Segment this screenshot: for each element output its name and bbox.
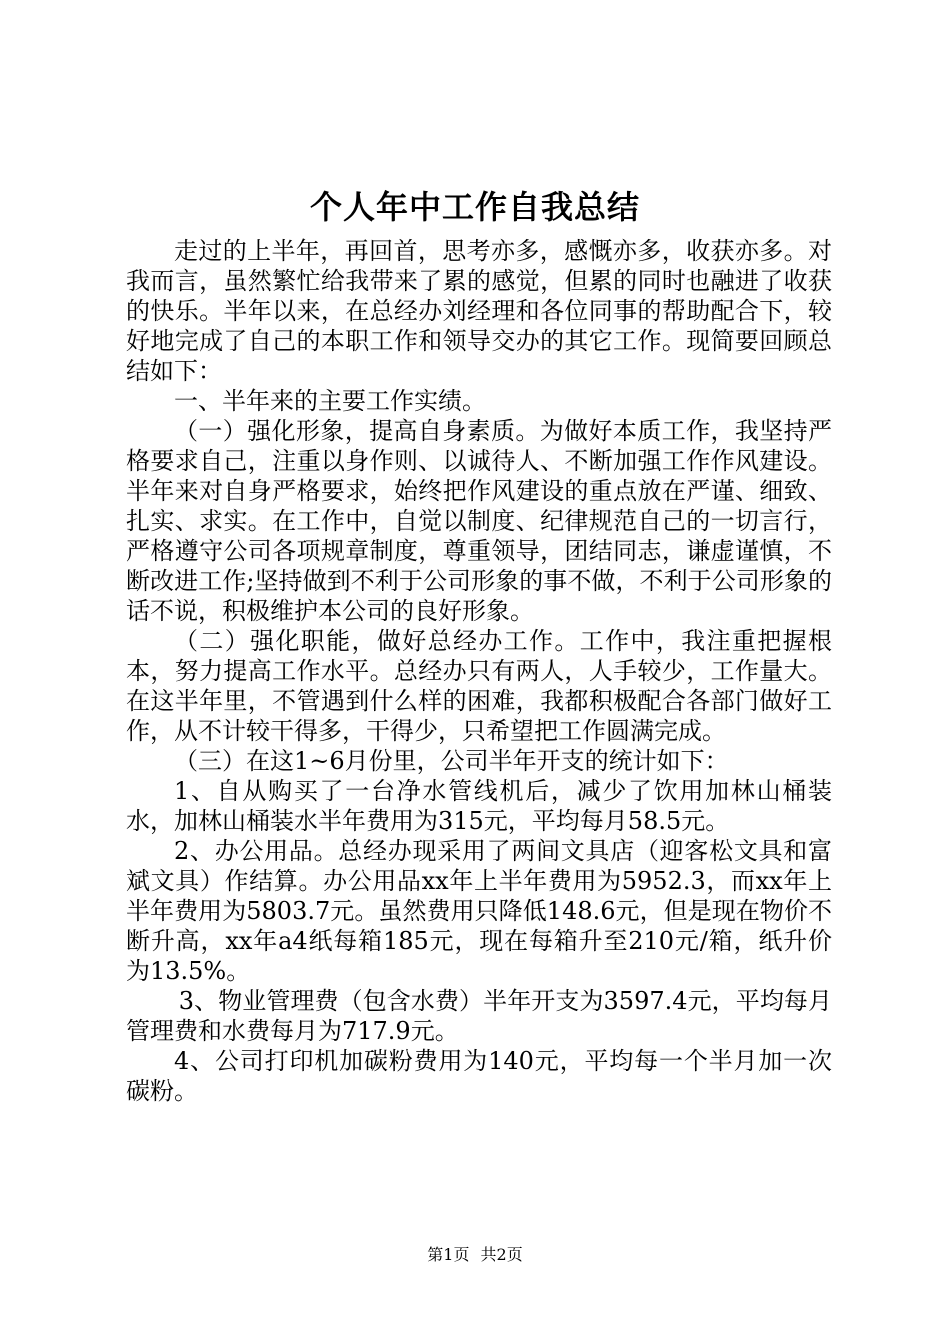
- subsection-paragraph-1: （一）强化形象，提高自身素质。为做好本质工作，我坚持严格要求自己，注重以身作则、以诚待人、不断加强工作作风建设。半年来对自身严格要求，始终把作风建设的重点放在严谨、细致、扎实、求实。在工作中，自觉以制度、纪律规范自己的一切言行，严格遵守公司各项规章制度，尊重领导，团结同志，谦虚谨慎，不断改进工作;坚持做到不利于公司形象的事不做，不利于公司形象的话不说，积极维护本公司的良好形象。: [126, 417, 832, 625]
- intro-paragraph: 走过的上半年，再回首，思考亦多，感慨亦多，收获亦多。对我而言，虽然繁忙给我带来了累的感觉，但累的同时也融进了收获的快乐。半年以来，在总经办刘经理和各位同事的帮助配合下，较好地完成了自己的本职工作和领导交办的其它工作。现简要回顾总结如下：: [126, 237, 832, 385]
- page-footer: [0, 1245, 950, 1265]
- expense-item-4: 4、公司打印机加碳粉费用为140元，平均每一个半月加一次碳粉。: [126, 1047, 832, 1105]
- expense-item-2: 2、办公用品。总经办现采用了两间文具店（迎客松文具和富斌文具）作结算。办公用品xx年上半年费用为5952.3，而xx年上半年费用为5803.7元。虽然费用只降低148.6元，但是现在物价不断升高，xx年a4纸每箱185元，现在每箱升至210元/箱，纸升价为13.5%。: [126, 837, 832, 985]
- document-body: [126, 236, 832, 1106]
- subsection-paragraph-2: （二）强化职能，做好总经办工作。工作中，我注重把握根本，努力提高工作水平。总经办只有两人，人手较少，工作量大。在这半年里，不管遇到什么样的困难，我都积极配合各部门做好工作，从不计较干得多，干得少，只希望把工作圆满完成。: [126, 627, 832, 745]
- subsection-paragraph-3: （三）在这1~6月份里，公司半年开支的统计如下：: [174, 747, 729, 775]
- section-heading: 一、半年来的主要工作实绩。: [174, 387, 486, 415]
- document-title: 个人年中工作自我总结: [309, 188, 640, 226]
- page-number: 第1页: [427, 1245, 470, 1264]
- page-total: 共2页: [480, 1245, 523, 1264]
- expense-item-1: 1、自从购买了一台净水管线机后，减少了饮用加林山桶装水，加林山桶装水半年费用为315元，平均每月58.5元。: [126, 777, 832, 835]
- expense-item-3: 3、物业管理费（包含水费）半年开支为3597.4元，平均每月管理费和水费每月为717.9元。: [126, 987, 832, 1045]
